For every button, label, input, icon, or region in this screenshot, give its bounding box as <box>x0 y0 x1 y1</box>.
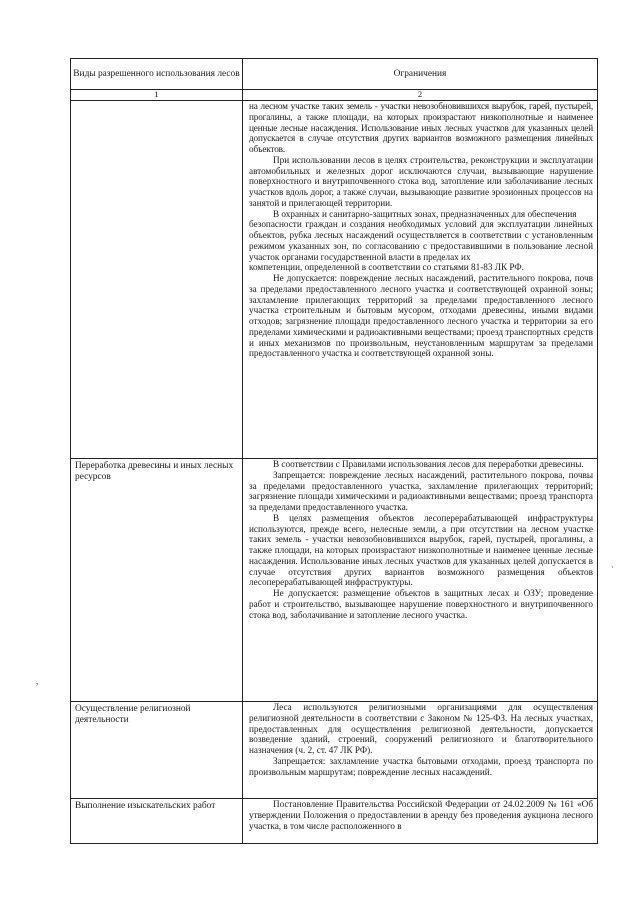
paragraph: на лесном участке таких земель - участки невозобновившихся вырубок, гарей, пустырей, прогалины, а также площади, на которых произрастают низкополнотные и наименее ценные лесные насаждения. Использование иных лесных участков для указанных целей допускается в случае отсутствия других вариантов возможного размещения линейных объектов. <box>249 101 593 154</box>
column-number-row <box>71 90 598 101</box>
table-row <box>71 101 598 459</box>
restrictions-table <box>70 58 598 844</box>
margin-mark-right: · <box>611 562 614 572</box>
paragraph: При использовании лесов в целях строительства, реконструкции и эксплуатации автомобильных и железных дорог исключаются случаи, вызывающие нарушение поверхностного и внутрипочвенного стока вод, затопление или заболачивание лесных участков вдоль дорог, а также случаи, вызывающие развитие эрозионных процессов на занятой и прилегающей территории. <box>249 154 593 208</box>
header-restrictions: Ограничения <box>243 59 598 90</box>
table-row <box>71 702 598 799</box>
paragraph: Леса используются религиозными организациями для осуществления религиозной деятельности в соответствии с Законом № 125-ФЗ. На лесных участках, предоставленных для осуществления религиозной деятельности, допускается возведение зданий, строений, сооружений религиозного и благотворительного назначения (ч. 2, ст. 47 ЛК РФ). <box>249 702 593 755</box>
table-row <box>71 799 598 844</box>
column-number-2: 2 <box>243 90 598 101</box>
column-number-1: 1 <box>71 90 243 101</box>
paragraph: Не допускается: повреждение лесных насаждений, растительного покрова, почв за пределами предоставленного лесного участка и соответствующей охранной зоны; захламление прилегающих территорий за пределами предоставленного лесного участка строительным и бытовым мусором, отходами древесины, иными видами отходов; загрязнение площади предоставленного лесного участка и территории за его пределами химическими и радиоактивными веществами; проезд транспортных средств и иных механизмов по произвольным, неустановленным маршрутам за пределами предоставленного участка и соответствующей охранной зоны. <box>249 273 593 359</box>
row-label: Осуществление религиозной деятельности <box>71 702 243 799</box>
paragraph: Не допускается: размещение объектов в защитных лесах и ОЗУ; проведение работ и строительство, вызывающее нарушение поверхностного и внутрипочвенного стока вод, заболачивание и затопление лесного участка. <box>249 588 593 620</box>
header-row <box>71 59 598 90</box>
row-content <box>243 459 598 702</box>
row-content <box>243 799 598 844</box>
header-use-types: Виды разрешенного использования лесов <box>71 59 243 90</box>
row-content <box>243 101 598 459</box>
row-label: Переработка древесины и иных лесных ресурсов <box>71 459 243 702</box>
row-label <box>71 101 243 459</box>
paragraph: Постановление Правительства Российской Федерации от 24.02.2009 № 161 «Об утверждении Положения о предоставлении в аренду без проведения аукциона лесного участка, в том числе расположенного в <box>249 799 593 831</box>
row-content <box>243 702 598 799</box>
margin-mark-left: , <box>36 676 39 686</box>
paragraph: Запрещается: захламление участка бытовыми отходами, проезд транспорта по произвольным маршрутам; повреждение лесных насаждений. <box>249 755 593 777</box>
paragraph: В охранных и санитарно-защитных зонах, предназначенных для обеспечения <box>273 208 577 219</box>
row-label: Выполнение изыскательских работ <box>71 799 243 844</box>
paragraph: В соответствии с Правилами использования лесов для переработки древесины. <box>273 459 584 469</box>
table-row <box>71 459 598 702</box>
paragraph: В целях размещения объектов лесоперерабатывающей инфраструктуры используются, прежде всего, нелесные земли, а при отсутствии на лесном участке таких земель - участки невозобновившихся вырубок, гарей, пустырей, прогалины, а также площади, на которых произрастают низкополнотные и наименее ценные лесные насаждения. Использование иных лесных участков для указанных целей допускается в случае отсутствия других вариантов возможного размещения объектов лесоперерабатывающей инфраструктуры. <box>249 512 593 588</box>
paragraph: Запрещается: повреждение лесных насаждений, растительного покрова, почвы за пределами предоставленного участка, захламление прилегающих территорий; загрязнение площади химическими и радиоактивными веществами; проезд транспорта за пределами предоставленного участка. <box>249 469 593 512</box>
paragraph: безопасности граждан и создания необходимых условий для эксплуатации линейных объектов, рубка лесных насаждений осуществляется в соответствии с установленным режимом указанных зон, по согласованию с предоставившими в пользование лесной участок органами государственной власти в пределах их <box>249 219 593 262</box>
paragraph: компетенции, определенной в соответствии со статьями 81-83 ЛК РФ. <box>249 262 524 273</box>
